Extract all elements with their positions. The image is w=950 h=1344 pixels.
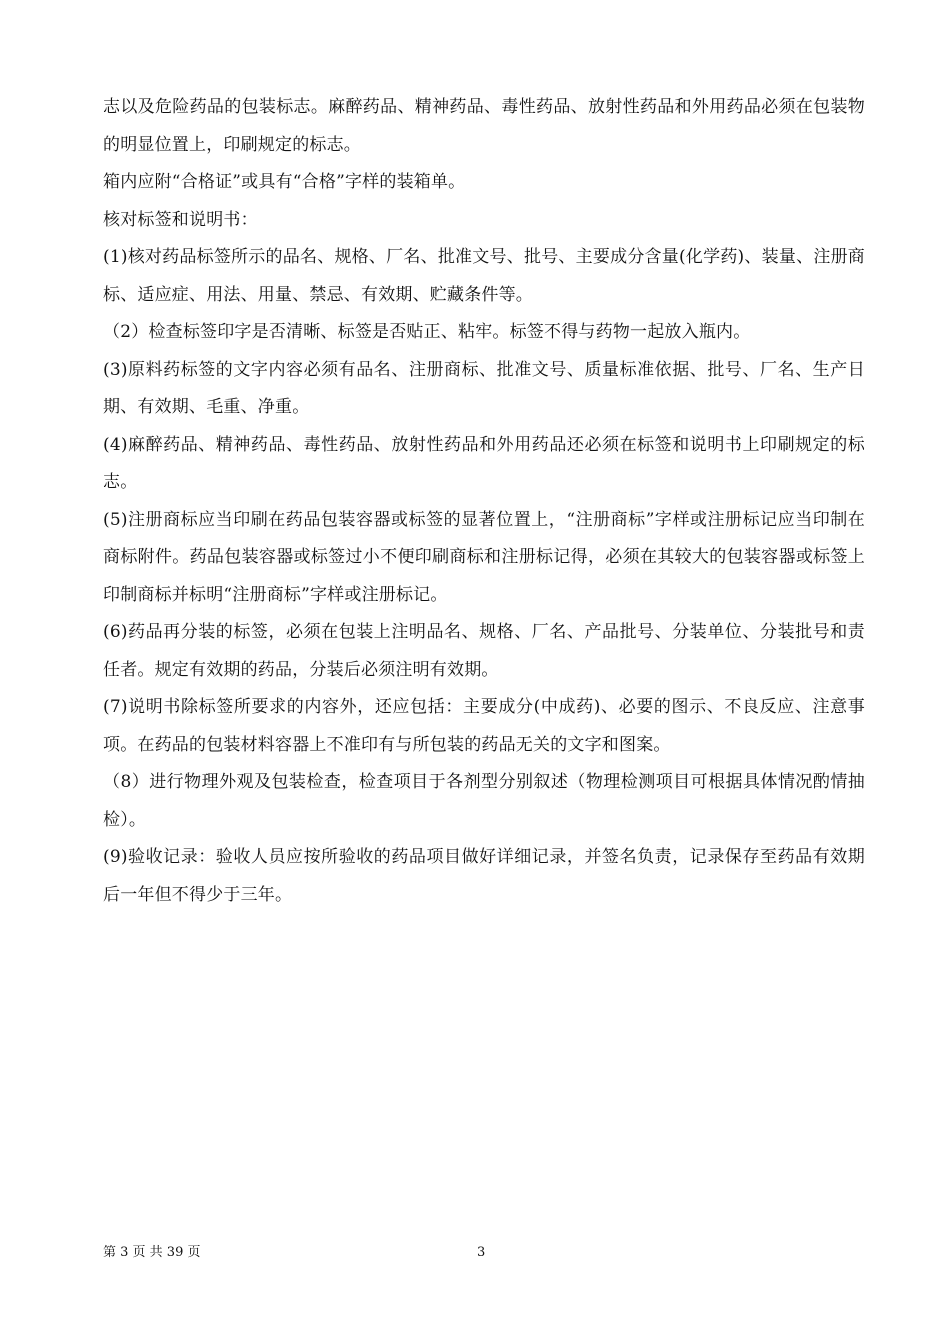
footer-page-number: 3 — [477, 1245, 486, 1260]
paragraph-check-heading: 核对标签和说明书： — [103, 209, 258, 230]
paragraph-item-2: （2）检查标签印字是否清晰、标签是否贴正、粘牢。标签不得与药物一起放入瓶内。 — [103, 322, 751, 342]
paragraph-item-9: (9)验收记录：验收人员应按所验收的药品项目做好详细记录，并签名负责，记录保存至药品有效期后一年但不得少于三年。 — [103, 847, 865, 905]
footer-page-info: 第 3 页 共 39 页 — [103, 1245, 201, 1260]
paragraph-item-4: (4)麻醉药品、精神药品、毒性药品、放射性药品和外用药品还必须在标签和说明书上印刷规定的标志。 — [103, 434, 865, 492]
paragraph-item-1: (1)核对药品标签所示的品名、规格、厂名、批准文号、批号、主要成分含量(化学药)、装量、注册商标、适应症、用法、用量、禁忌、有效期、贮藏条件等。 — [103, 247, 865, 305]
paragraph-item-5: (5)注册商标应当印刷在药品包装容器或标签的显著位置上，“注册商标”字样或注册标记应当印制在商标附件。药品包装容器或标签过小不便印刷商标和注册标记得，必须在其较大的包装容器或标签上印制商标并标明“注册商标”字样或注册标记。 — [103, 509, 865, 605]
document-body — [103, 89, 865, 914]
paragraph-packaging-marks: 志以及危险药品的包装标志。麻醉药品、精神药品、毒性药品、放射性药品和外用药品必须在包装物的明显位置上，印刷规定的标志。 — [103, 97, 865, 155]
paragraph-item-6: (6)药品再分装的标签，必须在包装上注明品名、规格、厂名、产品批号、分装单位、分装批号和责任者。规定有效期的药品，分装后必须注明有效期。 — [103, 622, 865, 680]
paragraph-item-8: （8）进行物理外观及包装检查，检查项目于各剂型分别叙述（物理检测项目可根据具体情况酌情抽检）。 — [103, 772, 865, 830]
paragraph-certificate: 箱内应附“合格证”或具有“合格”字样的装箱单。 — [103, 172, 466, 192]
paragraph-item-7: (7)说明书除标签所要求的内容外，还应包括：主要成分(中成药)、必要的图示、不良反应、注意事项。在药品的包装材料容器上不准印有与所包装的药品无关的文字和图案。 — [103, 697, 865, 755]
paragraph-item-3: (3)原料药标签的文字内容必须有品名、注册商标、批准文号、质量标准依据、批号、厂名、生产日期、有效期、毛重、净重。 — [103, 359, 865, 417]
